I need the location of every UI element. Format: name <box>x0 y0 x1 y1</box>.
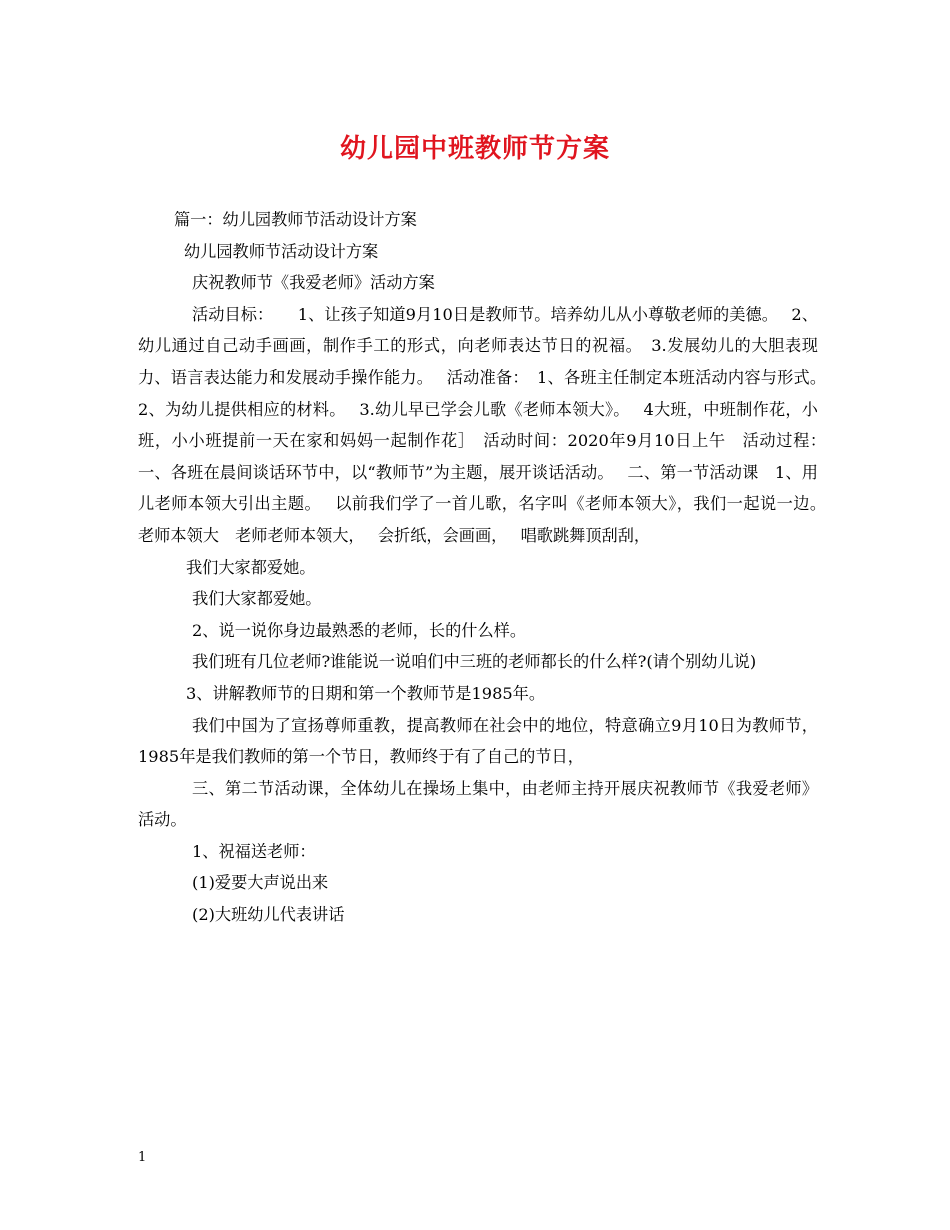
paragraph-blessing-item-1: (1)爱要大声说出来 <box>192 873 329 893</box>
paragraph-blessing-item-2: (2)大班幼儿代表讲话 <box>192 905 345 925</box>
paragraph-blessing: 1、祝福送老师： <box>192 841 316 861</box>
paragraph-subtitle: 幼儿园教师节活动设计方案 <box>184 241 379 261</box>
document-body <box>138 204 840 931</box>
paragraph-section-heading: 篇一：幼儿园教师节活动设计方案 <box>174 210 417 229</box>
paragraph-song-line-2: 我们大家都爱她。 <box>192 589 322 609</box>
paragraph-activity-main: 活动目标： 1、让孩子知道9月10日是教师节。培养幼儿从小尊敬老师的美德。 2、幼儿通过自己动手画画，制作手工的形式，向老师表达节日的祝福。 3.发展幼儿的大胆表现力、语言表达能力和发展动手操作能力。 活动准备： 1、各班主任制定本班活动内容与形式。 2、为幼儿提供相应的材料。 3.幼儿早已学会儿歌《老师本领大》。 4大班，中班制作花，小班，小小班提前一天在家和妈妈一起制作花］ 活动时间：2020年9月10日上午 活动过程： 一、各班在晨间谈话环节中，以“教师节”为主题，展开谈话活动。 二、第一节活动课 1、用儿老师本领大引出主题。 以前我们学了一首儿歌，名字叫《老师本领大》，我们一起说一边。 老师本领大 老师老师本领大， 会折纸，会画画， 唱歌跳舞顶刮刮， <box>138 304 840 545</box>
paragraph-song-line-1: 我们大家都爱她。 <box>186 557 316 577</box>
page-number: 1 <box>138 1150 147 1165</box>
paragraph-step-3-explanation: 我们中国为了宣扬尊师重教，提高教师在社会中的地位，特意确立9月10日为教师节，1985年是我们教师的第一个节日，教师终于有了自己的节日， <box>138 715 818 767</box>
document-title: 幼儿园中班教师节方案 <box>339 134 610 164</box>
paragraph-step-3: 3、讲解教师节的日期和第一个教师节是1985年。 <box>186 683 546 703</box>
paragraph-step-2-question: 我们班有几位老师?谁能说一说咱们中三班的老师都长的什么样?(请个别幼儿说) <box>192 652 757 672</box>
paragraph-step-2: 2、说一说你身边最熟悉的老师，长的什么样。 <box>192 620 527 640</box>
paragraph-section-3: 三、第二节活动课，全体幼儿在操场上集中，由老师主持开展庆祝教师节《我爱老师》活动。 <box>138 778 818 830</box>
paragraph-plan-title: 庆祝教师节《我爱老师》活动方案 <box>192 273 435 293</box>
